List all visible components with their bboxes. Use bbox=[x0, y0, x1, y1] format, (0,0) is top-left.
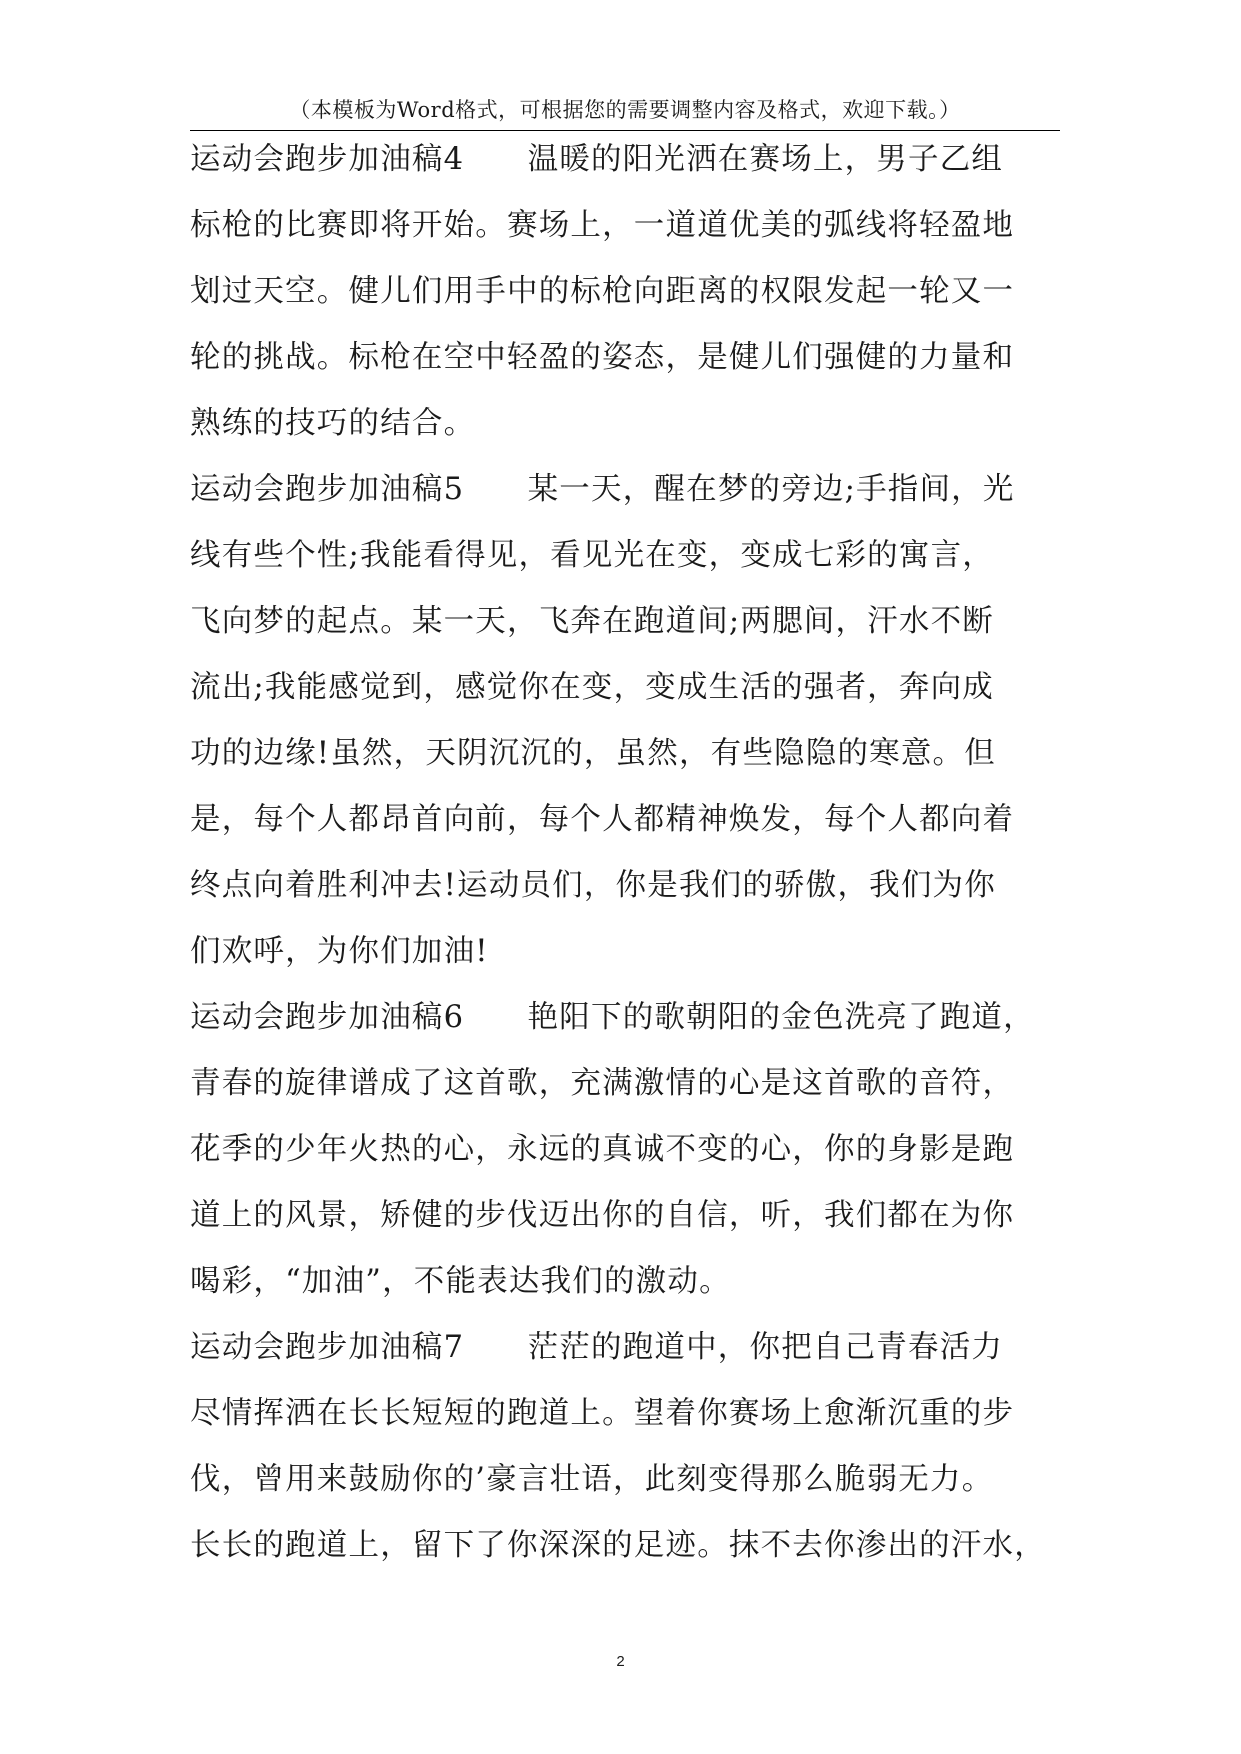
body-line: 流出;我能感觉到，感觉你在变，变成生活的强者，奔向成 bbox=[190, 670, 994, 705]
body-line: 运动会跑步加油稿5 某一天，醒在梦的旁边;手指间，光 bbox=[190, 472, 1015, 507]
body-line: 伐，曾用来鼓励你的’豪言壮语，此刻变得那么脆弱无力。 bbox=[190, 1462, 994, 1497]
body-line: 们欢呼，为你们加油! bbox=[190, 934, 489, 969]
body-line: 运动会跑步加油稿6 艳阳下的歌朝阳的金色洗亮了跑道， bbox=[190, 1000, 1035, 1035]
body-line: 尽情挥洒在长长短短的跑道上。望着你赛场上愈渐沉重的步 bbox=[190, 1396, 1015, 1431]
body-line: 花季的少年火热的心，永远的真诚不变的心，你的身影是跑 bbox=[190, 1132, 1015, 1167]
body-line: 青春的旋律谱成了这首歌，充满激情的心是这首歌的音符， bbox=[190, 1066, 1015, 1101]
body-line: 标枪的比赛即将开始。赛场上，一道道优美的弧线将轻盈地 bbox=[190, 208, 1015, 243]
body-line: 喝彩，“加油”，不能表达我们的激动。 bbox=[190, 1264, 731, 1299]
template-note-header: （本模板为Word格式，可根据您的需要调整内容及格式，欢迎下载。） bbox=[289, 98, 961, 122]
body-line: 运动会跑步加油稿4 温暖的阳光洒在赛场上，男子乙组 bbox=[190, 142, 1004, 177]
page-number: 2 bbox=[616, 1653, 625, 1670]
body-line: 熟练的技巧的结合。 bbox=[190, 406, 476, 441]
body-line: 终点向着胜利冲去!运动员们，你是我们的骄傲，我们为你 bbox=[190, 868, 996, 903]
body-line: 线有些个性;我能看得见，看见光在变，变成七彩的寓言， bbox=[190, 538, 994, 573]
body-line: 轮的挑战。标枪在空中轻盈的姿态，是健儿们强健的力量和 bbox=[190, 340, 1015, 375]
body-line: 划过天空。健儿们用手中的标枪向距离的权限发起一轮又一 bbox=[190, 274, 1015, 309]
body-line: 功的边缘!虽然，天阴沉沉的，虽然，有些隐隐的寒意。但 bbox=[190, 736, 996, 771]
body-line: 运动会跑步加油稿7 茫茫的跑道中，你把自己青春活力 bbox=[190, 1330, 1004, 1365]
body-line: 是，每个人都昂首向前，每个人都精神焕发，每个人都向着 bbox=[190, 802, 1015, 837]
body-line: 道上的风景，矫健的步伐迈出你的自信，听，我们都在为你 bbox=[190, 1198, 1015, 1233]
body-line: 长长的跑道上，留下了你深深的足迹。抹不去你渗出的汗水， bbox=[190, 1528, 1046, 1563]
body-line: 飞向梦的起点。某一天，飞奔在跑道间;两腮间，汗水不断 bbox=[190, 604, 994, 639]
